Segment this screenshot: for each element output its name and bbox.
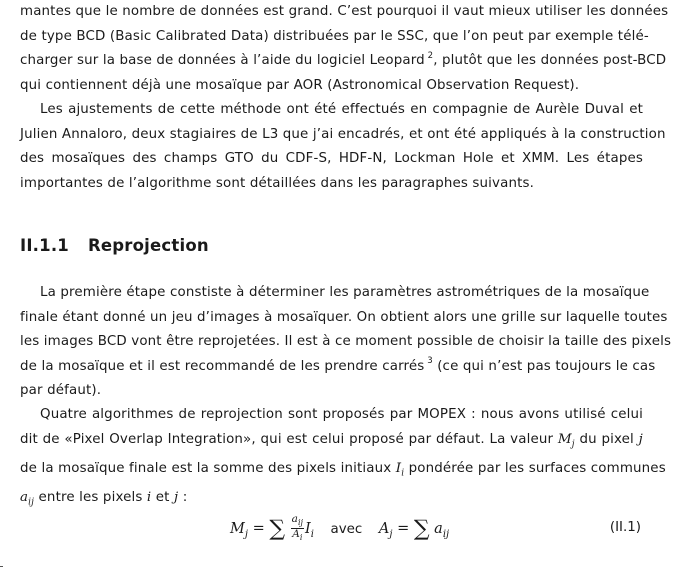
- footnote-marker[interactable]: 3: [427, 356, 433, 367]
- text-segment: , plutôt que les données post-BCD: [433, 53, 667, 69]
- text-line: Les ajustements de cette méthode ont été effectués en compagnie de Aurèle Duval et: [40, 102, 643, 117]
- math-symbol: A: [292, 528, 300, 541]
- math-symbol: a: [434, 520, 443, 537]
- equation-number: (II.1): [609, 520, 641, 535]
- text-line: mantes que le nombre de données est grand. C’est pourquoi il vaut mieux utiliser les données: [20, 4, 669, 19]
- math-variable: j: [638, 431, 643, 447]
- text-line-with-footnote: [20, 49, 667, 74]
- text-line: par défaut).: [20, 383, 102, 399]
- math-subscript: j: [244, 528, 248, 540]
- text-line: qui contiennent déjà une mosaïque par AOR (Astronomical Observation Request).: [20, 77, 580, 93]
- fraction-denominator: [291, 529, 304, 543]
- math-subscript: i: [401, 468, 405, 479]
- math-symbol: a: [291, 513, 298, 525]
- section-title: Reprojection: [88, 236, 209, 255]
- text-line: finale étant donné un jeu d’images à mosaïquer. On obtient alors une grille sur laquelle toutes: [20, 309, 668, 325]
- math-variable: [20, 490, 35, 508]
- equation: [230, 514, 449, 543]
- equals-sign: =: [252, 520, 265, 537]
- text-segment: dit de «Pixel Overlap Integration», qui est celui proposé par défaut. La valeur: [20, 431, 554, 447]
- margin-mark: [0, 566, 3, 567]
- math-subscript: j: [571, 439, 575, 450]
- equals-sign: =: [397, 520, 410, 537]
- text-line: [20, 486, 643, 515]
- text-line: Quatre algorithmes de reprojection sont proposés par MOPEX : nous avons utilisé celui: [40, 407, 643, 422]
- math-variable: i: [146, 490, 152, 506]
- math-variable: j: [174, 490, 179, 506]
- text-segment: de la mosaïque finale est la somme des pixels initiaux: [20, 460, 392, 476]
- eq-rhs-term: [434, 520, 450, 540]
- math-symbol: M: [230, 520, 245, 537]
- math-symbol: a: [20, 490, 29, 506]
- math-symbol: I: [395, 460, 402, 476]
- math-subscript: i: [310, 528, 314, 540]
- text-segment: (ce qui n’est pas toujours le cas: [432, 358, 656, 374]
- math-symbol: A: [378, 520, 390, 537]
- text-line: les images BCD vont être reprojetées. Il est à ce moment possible de choisir la taille des pixels: [20, 334, 672, 350]
- math-symbol: M: [557, 431, 572, 447]
- text-segment: charger sur la base de données à l’aide du logiciel Leopard: [20, 53, 425, 69]
- eq-term: [304, 520, 314, 540]
- math-variable: [395, 460, 405, 479]
- text-line: [20, 457, 666, 486]
- paragraph-algorithms: [20, 403, 666, 515]
- section-heading: [20, 236, 209, 255]
- math-subscript: ij: [28, 497, 35, 508]
- text-segment: de la mosaïque et il est recommandé de les prendre carrés: [20, 358, 425, 374]
- text-segment: et: [155, 490, 170, 506]
- equation-connector-text: avec: [330, 521, 363, 537]
- text-line: La première étape constiste à déterminer les paramètres astrométriques de la mosaïque: [40, 285, 650, 300]
- eq-rhs-lhs: [378, 520, 393, 540]
- text-line: importantes de l’algorithme sont détaillées dans les paragraphes suivants.: [20, 175, 535, 191]
- math-subscript: j: [389, 528, 393, 540]
- text-segment: pondérée par les surfaces communes: [408, 460, 666, 476]
- text-line: [20, 428, 643, 457]
- text-line: de type BCD (Basic Calibrated Data) distribuées par le SSC, que l’on peut par exemple télé-: [20, 28, 649, 44]
- paragraph-adjustments: [20, 98, 666, 196]
- eq-lhs: [230, 520, 248, 540]
- fraction: [291, 514, 304, 543]
- footnote-marker[interactable]: 2: [427, 50, 434, 61]
- sum-symbol: ∑: [413, 516, 430, 542]
- math-subscript: ij: [297, 518, 303, 528]
- text-line: des mosaïques des champs GTO du CDF-S, HDF-N, Lockman Hole et XMM. Les étapes: [20, 151, 643, 167]
- text-segment: du pixel: [579, 431, 634, 447]
- fraction-numerator: [291, 514, 304, 529]
- paragraph-bcd-data: [20, 0, 669, 98]
- text-segment: entre les pixels: [38, 490, 143, 506]
- section-number: II.1.1: [20, 236, 69, 255]
- math-subscript: ij: [442, 528, 450, 540]
- paragraph-first-step: [20, 281, 672, 404]
- text-line: Julien Annaloro, deux stagiaires de L3 que j’ai encadrés, et ont été appliqués à la construction: [20, 126, 666, 142]
- equation-block: [20, 512, 643, 548]
- text-line-with-footnote: [20, 355, 656, 380]
- text-segment: :: [182, 490, 188, 506]
- sum-symbol: ∑: [269, 516, 286, 542]
- math-symbol: I: [304, 520, 311, 537]
- math-variable: [557, 431, 575, 450]
- math-subscript: i: [299, 533, 303, 543]
